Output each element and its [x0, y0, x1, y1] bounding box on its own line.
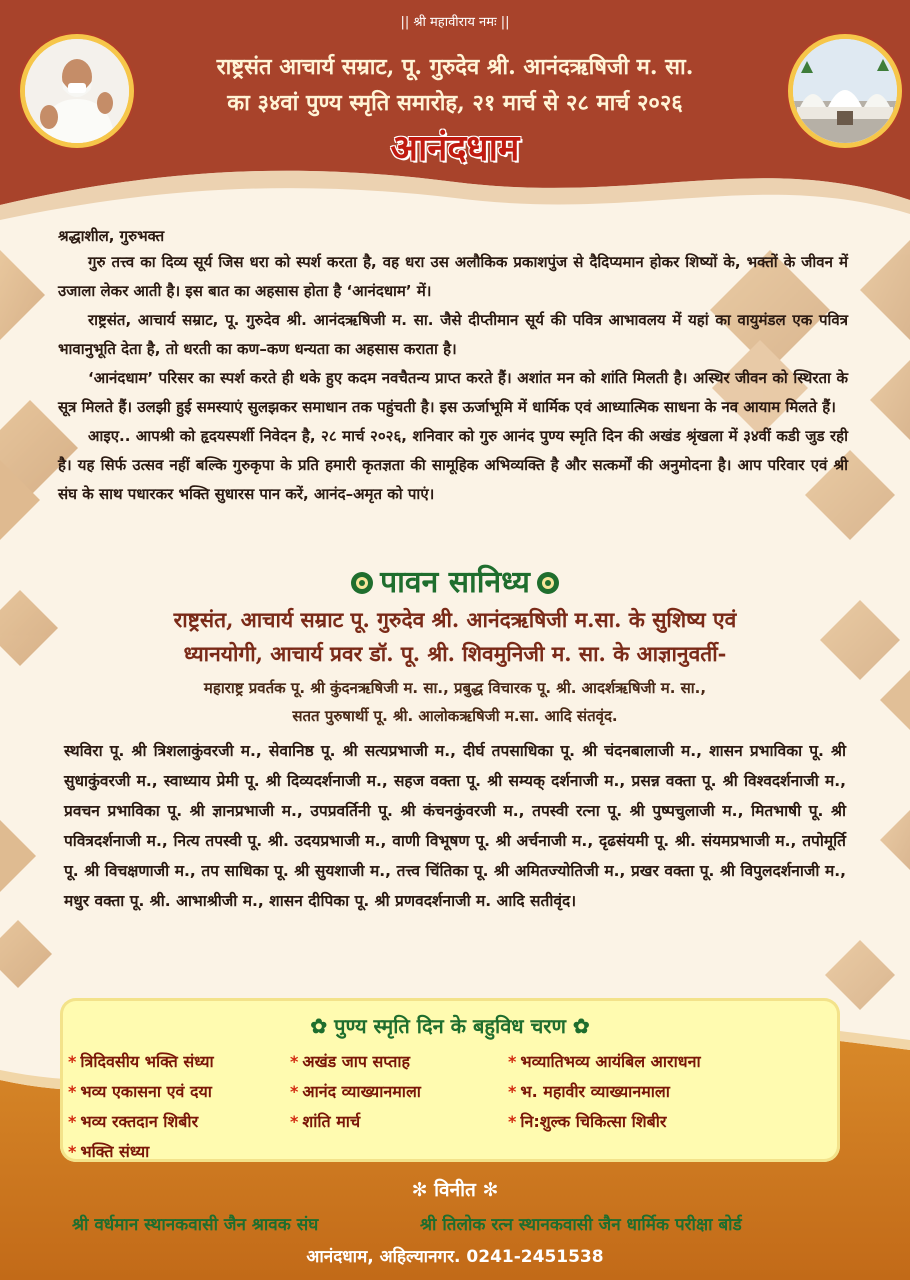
letter-paragraph-1: गुरु तत्त्व का दिव्य सूर्य जिस धरा को स्पर्श करता है, वह धरा उस अलौकिक प्रकाशपुंज से दैदिप्यमान होकर शिष्यों के, भक्तों के जीवन में उजाला लेकर आती है। इस बात का अहसास होता है ‘आनंदधाम’ में।: [58, 253, 848, 300]
phase-item: * भक्ति संध्या: [68, 1142, 150, 1161]
phase-item: * शांति मार्च: [290, 1112, 361, 1131]
organizer-sangh: श्री वर्धमान स्थानकवासी जैन श्रावक संघ: [72, 1215, 319, 1235]
organizer-pariksha-board: श्री तिलोक रत्न स्थानकवासी जैन धार्मिक परीक्षा बोर्ड: [420, 1215, 742, 1235]
phase-item: * अखंड जाप सप्ताह: [290, 1052, 410, 1071]
phase-item: * भव्यातिभव्य आयंबिल आराधना: [508, 1052, 701, 1071]
phase-item: * नि:शुल्क चिकित्सा शिबीर: [508, 1112, 667, 1131]
flower-icon: ✿: [565, 1014, 590, 1038]
asterisk-icon: *: [508, 1112, 517, 1131]
header-line-2: का ३४वां पुण्य स्मृति समारोह, २१ मार्च से २८ मार्च २०२६: [227, 90, 683, 116]
letter-paragraph-4: आइए.. आपश्री को हृदयस्पर्शी निवेदन है, २८ मार्च २०२६, शनिवार को गुरु आनंद पुण्य स्मृति दिन की अखंड श्रृंखला में ३४वीं कडी जुड रही है। यह सिर्फ उत्सव नहीं बल्कि गुरुकृपा के प्रति हमारी कृतज्ञता की सामूहिक अभिव्यक्ति है और सत्कर्मों की अनुमोदना है। आप परिवार एवं श्री संघ के साथ पधारकर भक्ति सुधारस पान करें, आनंद–अमृत को पाएं।: [58, 427, 848, 503]
sadhvi-list: स्थविरा पू. श्री त्रिशलाकुंवरजी म., सेवानिष्ठ पू. श्री सत्यप्रभाजी म., दीर्घ तपसाधिका पू. श्री चंदनबालाजी म., शासन प्रभाविका पू. श्री सुधाकुंवरजी म., स्वाध्याय प्रेमी पू. श्री दिव्यदर्शनाजी म., सहज वक्ता पू. श्री सम्यक् दर्शनाजी म., प्रसन्न वक्ता पू. श्री विश्वदर्शनाजी म., प्रवचन प्रभाविका पू. श्री ज्ञानप्रभाजी म., उपप्रवर्तिनी पू. श्री कंचनकुंवरजी म., तपस्वी रत्ना पू. श्री पुष्पचुलाजी म., मितभाषी पू. श्री पवित्रदर्शनाजी म., नित्य तपस्वी पू. श्री. उदयप्रभाजी म., वाणी विभूषण पू. श्री अर्चनाजी म., दृढसंयमी पू. श्री. संयमप्रभाजी म., तपोमूर्ति पू. श्री विचक्षणाजी म., तप साधिका पू. श्री सुयशाजी म., तत्त्व चिंतिका पू. श्री अमितज्योतिजी म., प्रखर वक्ता पू. श्री विपुलदर्शनाजी म., मधुर वक्ता पू. श्री. आभाश्रीजी म., शासन दीपिका पू. श्री प्रणवदर्शनाजी म. आदि सतीवृंद।: [64, 742, 846, 910]
header-mantra: || श्री महावीराय नमः ||: [400, 15, 510, 30]
asterisk-icon: *: [68, 1142, 77, 1161]
asterisk-icon: *: [68, 1052, 77, 1071]
phases-title-text: पुण्य स्मृति दिन के बहुविध चरण: [334, 1014, 566, 1038]
phase-item: * त्रिदिवसीय भक्ति संध्या: [68, 1052, 214, 1071]
page-title: आनंदधाम: [390, 127, 520, 169]
header-line-1: राष्ट्रसंत आचार्य सम्राट, पू. गुरुदेव श्री. आनंदऋषिजी म. सा.: [216, 54, 694, 80]
letter-paragraph-2: राष्ट्रसंत, आचार्य सम्राट, पू. गुरुदेव श्री. आनंदऋषिजी म. सा. जैसे दीप्तीमान सूर्य की पवित्र आभावलय में यहां का वायुमंडल एक पवित्र भावानुभूति देता है, तो धरती का कण–कण धन्यता का अहसास कराता है।: [58, 311, 848, 358]
asterisk-icon: *: [68, 1112, 77, 1131]
sanidhya-heading: [0, 560, 910, 601]
sanidhya-heading-text: पावन सानिध्य: [380, 565, 530, 600]
phase-item: * आनंद व्याख्यानमाला: [290, 1082, 421, 1101]
asterisk-icon: *: [290, 1052, 299, 1071]
sanidhya-line-4: सतत पुरुषार्थी पू. श्री. आलोकऋषिजी म.सा. आदि संतवृंद.: [292, 707, 618, 725]
asterisk-icon: *: [508, 1082, 517, 1101]
vinit-label: ✻ विनीत ✻: [411, 1179, 499, 1201]
phases-title: [60, 1012, 840, 1039]
asterisk-icon: *: [508, 1052, 517, 1071]
asterisk-icon: *: [290, 1112, 299, 1131]
phase-item: * भव्य रक्तदान शिबीर: [68, 1112, 199, 1131]
phase-item: * भव्य एकासना एवं दया: [68, 1082, 212, 1101]
flower-ornament-icon: [536, 571, 560, 595]
address-phone: आनंदधाम, अहिल्यानगर. 0241-2451538: [306, 1247, 604, 1267]
sanidhya-line-1: राष्ट्रसंत, आचार्य सम्राट पू. गुरुदेव श्री. आनंदऋषिजी म.सा. के सुशिष्य एवं: [173, 607, 737, 632]
flower-icon: ✿: [310, 1014, 335, 1038]
letter-body: [58, 248, 848, 509]
asterisk-icon: *: [290, 1082, 299, 1101]
sanidhya-line-2: ध्यानयोगी, आचार्य प्रवर डॉ. पू. श्री. शिवमुनिजी म. सा. के आज्ञानुवर्ती-: [183, 641, 727, 666]
phase-item: * भ. महावीर व्याख्यानमाला: [508, 1082, 670, 1101]
sanidhya-line-3: महाराष्ट्र प्रवर्तक पू. श्री कुंदनऋषिजी म. सा., प्रबुद्ध विचारक पू. श्री. आदर्शऋषिजी म. सा.,: [203, 679, 707, 697]
salutation: श्रद्धाशील, गुरुभक्त: [58, 227, 165, 245]
letter-paragraph-3: ‘आनंदधाम’ परिसर का स्पर्श करते ही थके हुए कदम नवचैतन्य प्राप्त करते हैं। अशांत मन को शांति मिलती है। अस्थिर जीवन को स्थिरता के सूत्र मिलते हैं। उलझी हुई समस्याएं सुलझकर समाधान तक पहुंचती है। इस ऊर्जाभूमि में धार्मिक एवं आध्यात्मिक साधना के नव आयाम मिलते हैं।: [58, 369, 848, 416]
asterisk-icon: *: [68, 1082, 77, 1101]
flower-ornament-icon: [350, 571, 374, 595]
